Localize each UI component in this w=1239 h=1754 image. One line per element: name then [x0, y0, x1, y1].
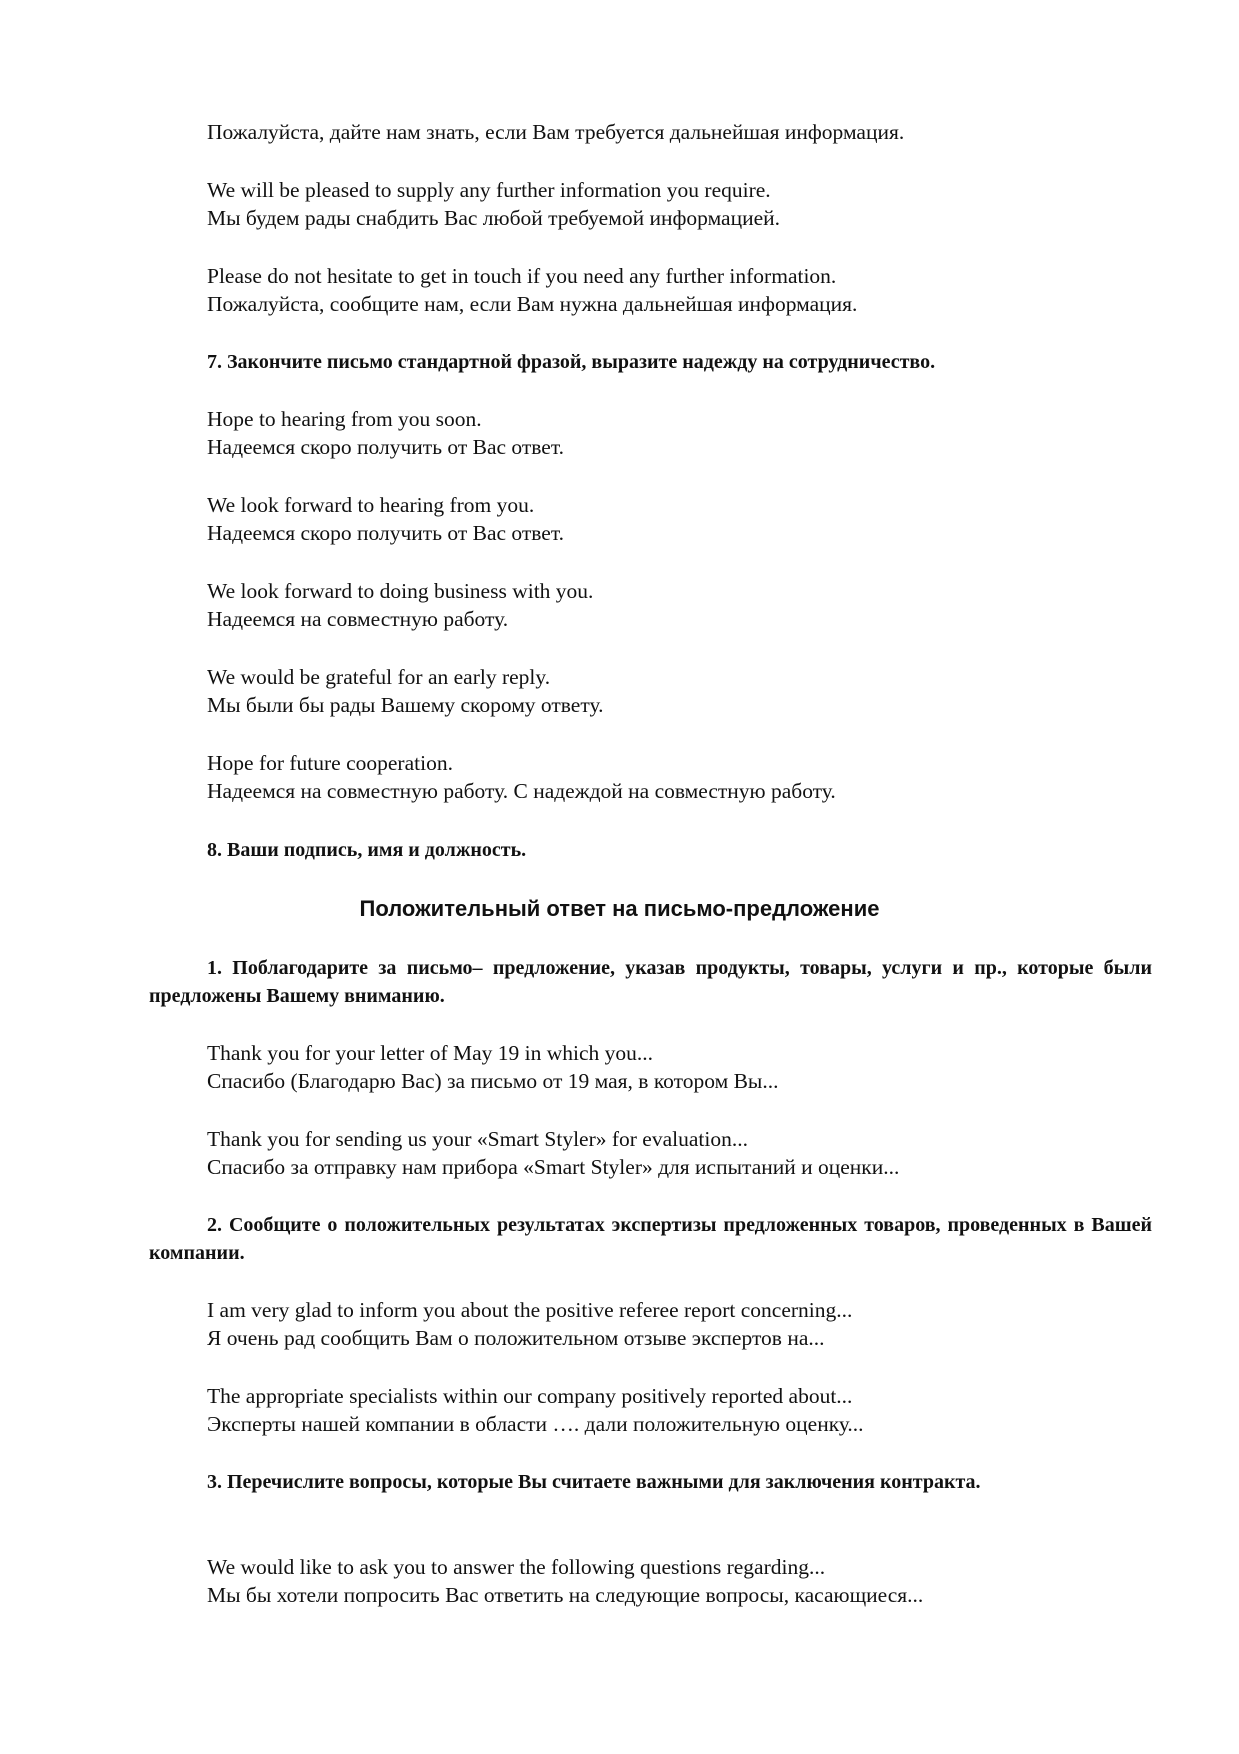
phrase-ru: Надеемся скоро получить от Вас ответ.	[207, 521, 564, 545]
phrase-ru: Надеемся на совместную работу. С надеждой на совместную работу.	[207, 779, 836, 803]
phrase-ru: Мы бы хотели попросить Вас ответить на следующие вопросы, касающиеся...	[207, 1583, 924, 1607]
phrase-en: Hope to hearing from you soon.	[207, 407, 482, 431]
step-7-title: 7. Закончите письмо стандартной фразой, выразите надежду на сотрудничество.	[207, 351, 936, 373]
phrase-en: We would be grateful for an early reply.	[207, 665, 551, 689]
phrase-ru: Спасибо (Благодарю Вас) за письмо от 19 мая, в котором Вы...	[207, 1069, 779, 1093]
section-heading: Положительный ответ на письмо-предложение	[359, 896, 880, 921]
phrase-en: The appropriate specialists within our company positively reported about...	[207, 1384, 853, 1408]
step-2-title: 2. Сообщите о положительных результатах экспертизы предложенных товаров, проведенных в Вашей компании.	[149, 1214, 1152, 1264]
phrase-en: We will be pleased to supply any further information you require.	[207, 178, 771, 202]
phrase-en: We look forward to hearing from you.	[207, 493, 535, 517]
phrase-en: I am very glad to inform you about the positive referee report concerning...	[207, 1298, 853, 1322]
phrase-en: We look forward to doing business with you.	[207, 579, 594, 603]
phrase-ru: Мы будем рады снабдить Вас любой требуемой информацией.	[207, 206, 781, 230]
phrase-ru: Надеемся на совместную работу.	[207, 607, 509, 631]
phrase-ru: Я очень рад сообщить Вам о положительном отзыве экспертов на...	[207, 1326, 825, 1350]
phrase-ru: Пожалуйста, сообщите нам, если Вам нужна дальнейшая информация.	[207, 292, 858, 316]
phrase-en: Thank you for your letter of May 19 in which you...	[207, 1041, 654, 1065]
phrase-en: We would like to ask you to answer the following questions regarding...	[207, 1555, 826, 1579]
intro-ru: Пожалуйста, дайте нам знать, если Вам требуется дальнейшая информация.	[207, 120, 905, 144]
phrase-en: Please do not hesitate to get in touch if you need any further information.	[207, 264, 837, 288]
phrase-en: Hope for future cooperation.	[207, 751, 453, 775]
step-3-title: 3. Перечислите вопросы, которые Вы считаете важными для заключения контракта.	[207, 1471, 981, 1493]
phrase-en: Thank you for sending us your «Smart Styler» for evaluation...	[207, 1127, 748, 1151]
phrase-ru: Эксперты нашей компании в области …. дали положительную оценку...	[207, 1412, 864, 1436]
phrase-ru: Мы были бы рады Вашему скорому ответу.	[207, 693, 604, 717]
phrase-ru: Спасибо за отправку нам прибора «Smart Styler» для испытаний и оценки...	[207, 1155, 900, 1179]
step-1-title: 1. Поблагодарите за письмо– предложение, указав продукты, товары, услуги и пр., которые были предложены Вашему вниманию.	[149, 957, 1152, 1007]
step-8-title: 8. Ваши подпись, имя и должность.	[207, 839, 527, 861]
phrase-ru: Надеемся скоро получить от Вас ответ.	[207, 435, 564, 459]
